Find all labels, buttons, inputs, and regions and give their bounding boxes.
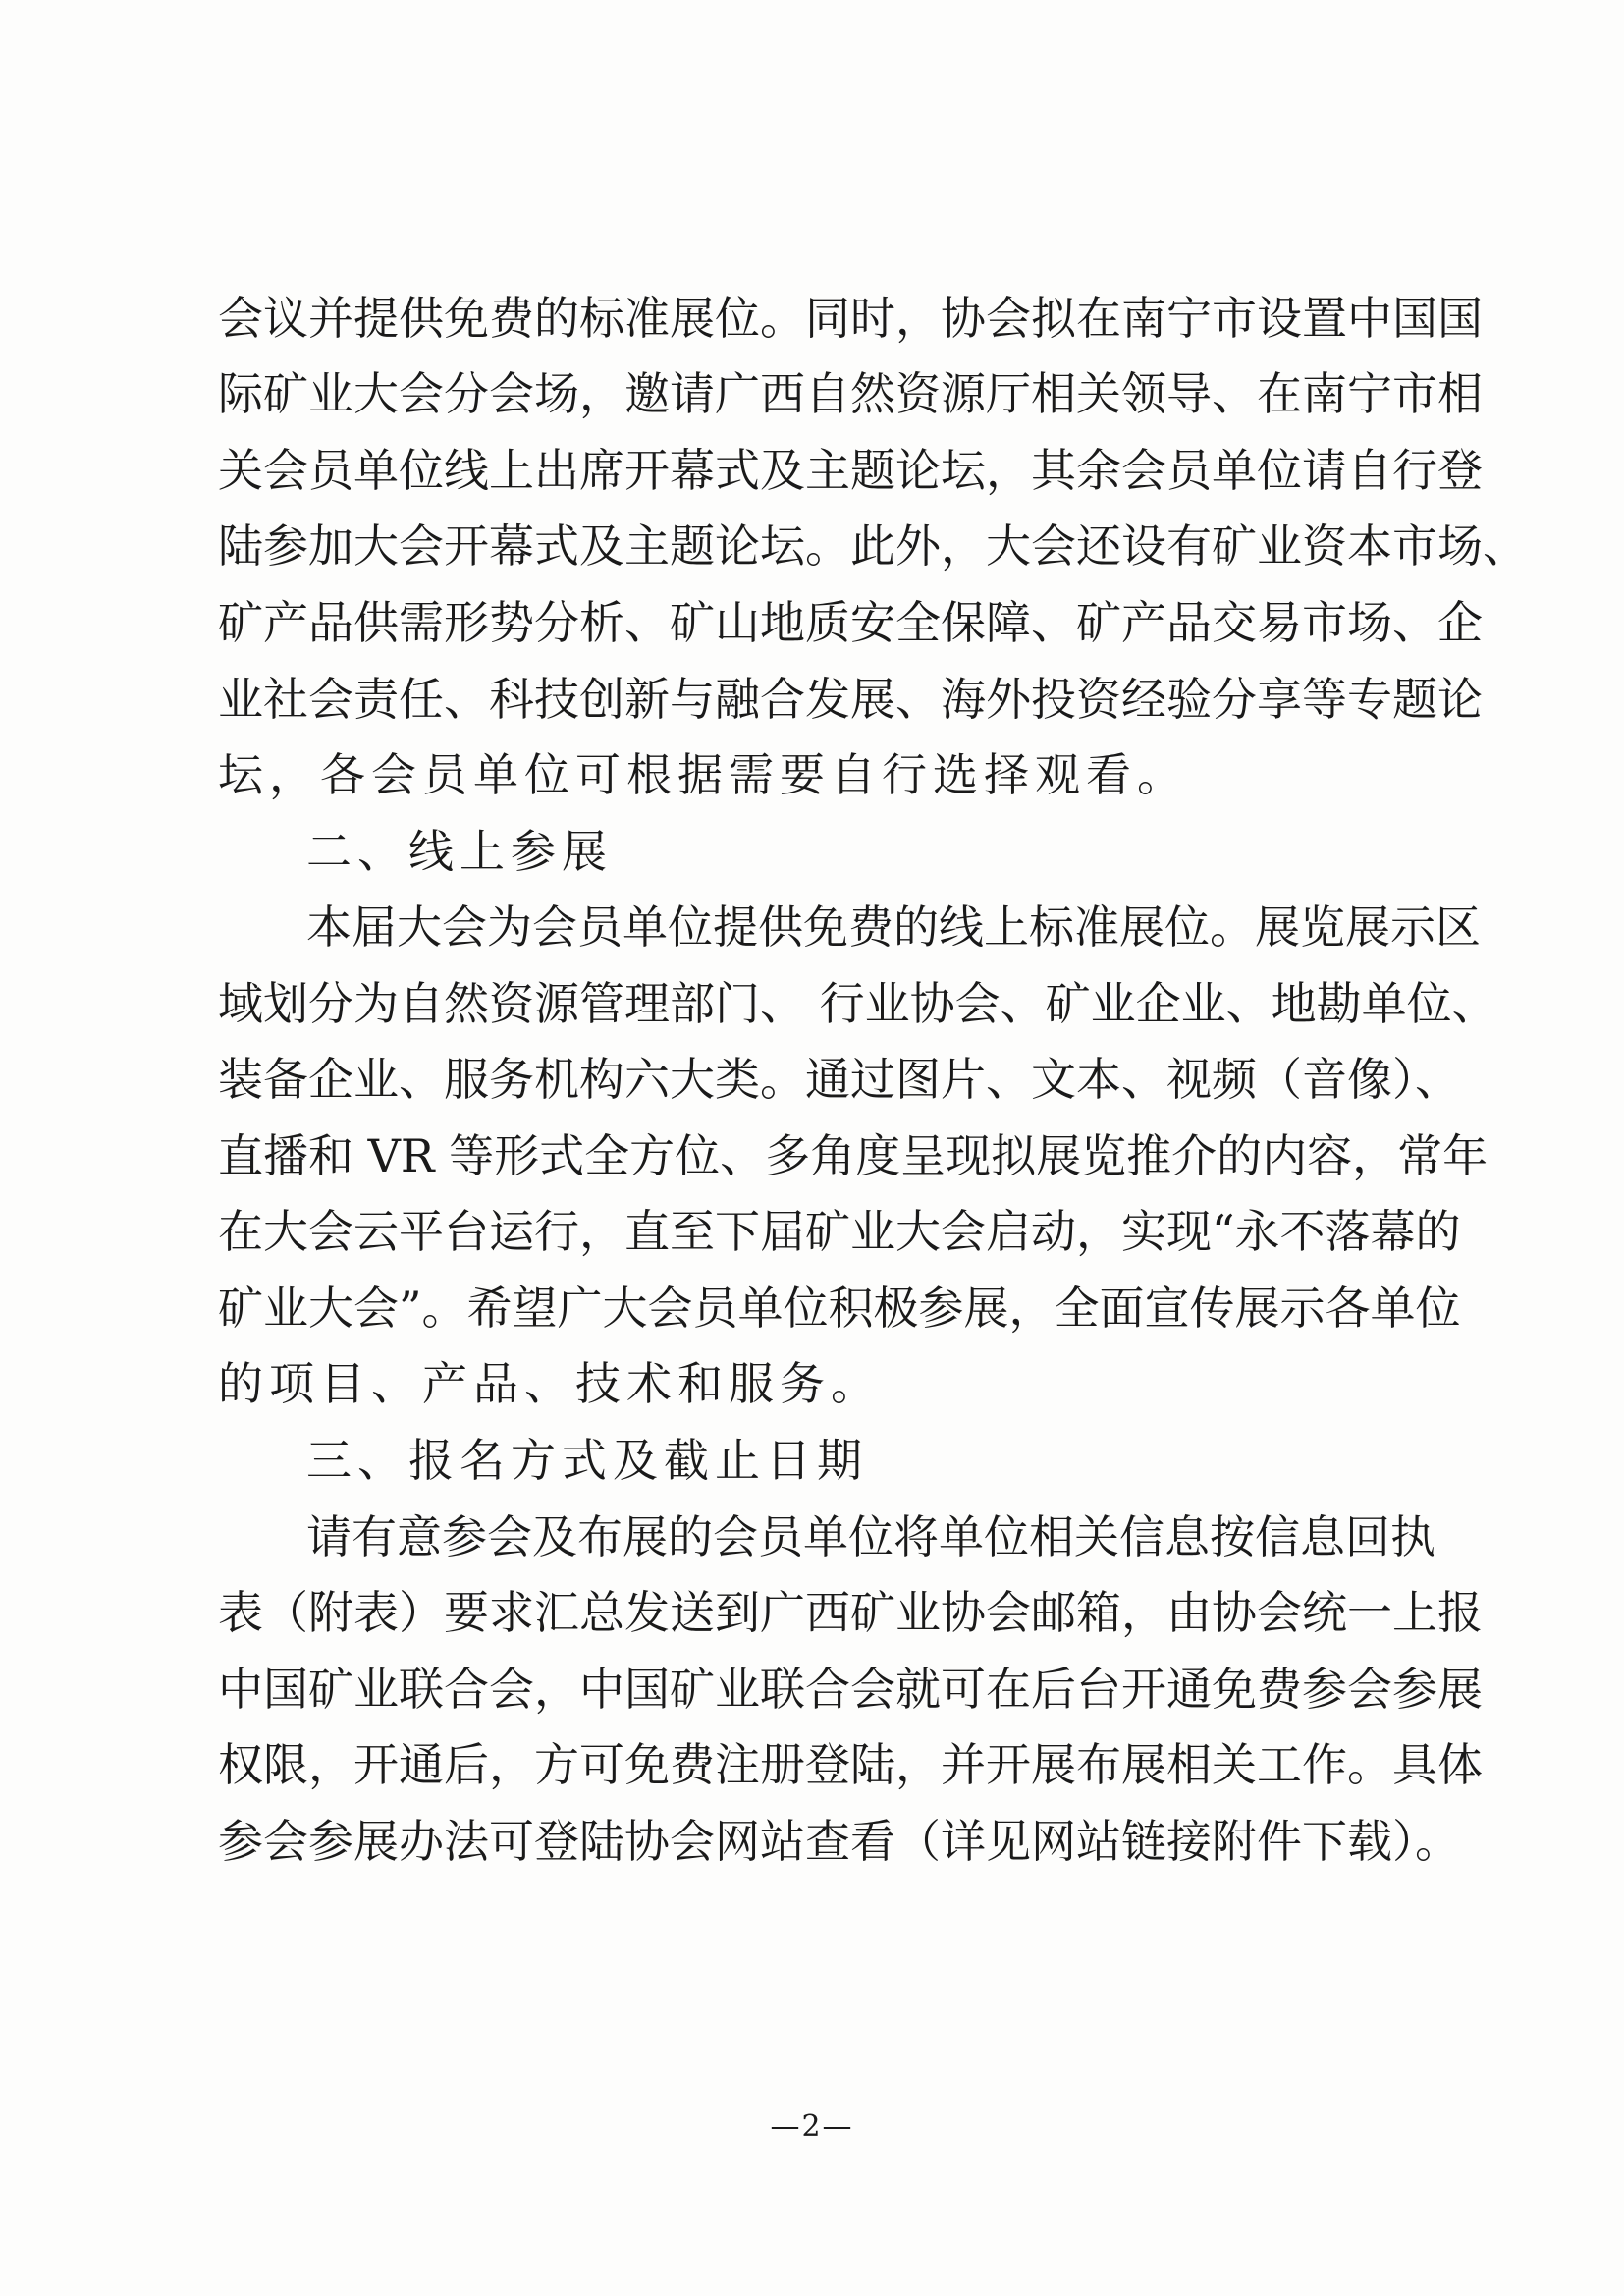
page-number: —2— <box>770 2109 854 2144</box>
section-heading: 二、线上参展 <box>306 825 613 878</box>
paragraph-line: 矿产品供需形势分析、矿山地质安全保障、矿产品交易市场、企 <box>218 596 1483 649</box>
paragraph-line: 矿业大会”。希望广大会员单位积极参展，全面宣传展示各单位 <box>218 1282 1461 1335</box>
paragraph-line: 装备企业、服务机构六大类。通过图片、文本、视频（音像）、 <box>218 1053 1460 1106</box>
paragraph-line: 会议并提供免费的标准展位。同时，协会拟在南宁市设置中国国 <box>218 292 1483 345</box>
paragraph-line: 中国矿业联合会，中国矿业联合会就可在后台开通免费参会参展 <box>218 1663 1483 1716</box>
paragraph-line: 际矿业大会分会场，邀请广西自然资源厅相关领导、在南宁市相 <box>218 367 1483 420</box>
paragraph-line: 坛，各会员单位可根据需要自行选择观看。 <box>218 748 1188 801</box>
paragraph-line: 本届大会为会员单位提供免费的线上标准展位。展览展示区 <box>306 901 1481 954</box>
paragraph-line: 业社会责任、科技创新与融合发展、海外投资经验分享等专题论 <box>218 673 1483 726</box>
section-heading: 三、报名方式及截止日期 <box>306 1434 868 1487</box>
paragraph-line: 表（附表）要求汇总发送到广西矿业协会邮箱，由协会统一上报 <box>218 1586 1483 1639</box>
paragraph-line: 陆参加大会开幕式及主题论坛。此外，大会还设有矿业资本市场、 <box>218 519 1528 573</box>
paragraph-line: 参会参展办法可登陆协会网站查看（详见网站链接附件下载）。 <box>218 1815 1460 1868</box>
paragraph-line: 直播和 VR 等形式全方位、多角度呈现拟展览推介的内容，常年 <box>218 1129 1489 1182</box>
paragraph-line: 在大会云平台运行，直至下届矿业大会启动，实现“永不落幕的 <box>218 1205 1461 1258</box>
paragraph-line: 关会员单位线上出席开幕式及主题论坛，其余会员单位请自行登 <box>218 444 1483 497</box>
paragraph-line: 权限，开通后，方可免费注册登陆，并开展布展相关工作。具体 <box>218 1738 1483 1791</box>
paragraph-line: 请有意参会及布展的会员单位将单位相关信息按信息回执 <box>306 1510 1435 1563</box>
paragraph-line: 的项目、产品、技术和服务。 <box>218 1357 882 1410</box>
paragraph-line: 域划分为自然资源管理部门、 行业协会、矿业企业、地勘单位、 <box>218 977 1497 1030</box>
